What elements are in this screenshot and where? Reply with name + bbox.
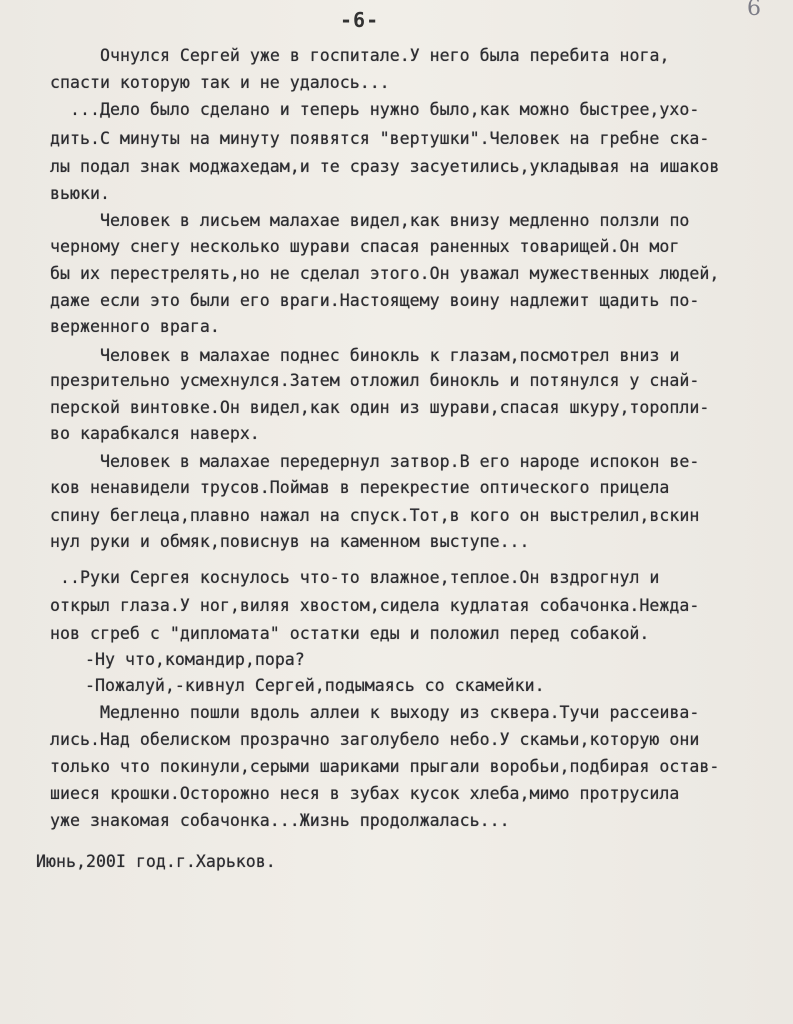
text-line: бы их перестрелять,но не сделал этого.Он уважал мужественных людей, (50, 264, 720, 283)
text-line: ..Руки Сергея коснулось что-то влажное,теплое.Он вздрогнул и (60, 568, 660, 587)
text-line: Очнулся Сергей уже в госпитале.У него была перебита нога, (100, 46, 670, 65)
text-line: Медленно пошли вдоль аллеи к выходу из сквера.Тучи рассеива- (100, 703, 700, 722)
text-line: только что покинули,серыми шариками прыгали воробьи,подбирая остав- (50, 757, 720, 776)
text-line: спину беглеца,плавно нажал на спуск.Тот,в кого он выстрелил,вскин (50, 506, 700, 525)
text-line: -Ну что,командир,пора? (85, 650, 305, 669)
text-line: даже если это были его враги.Настоящему воину надлежит щадить по- (50, 291, 700, 310)
text-line: лы подал знак моджахедам,и те сразу засуетились,укладывая на ишаков (50, 157, 720, 176)
text-line: ...Дело было сделано и теперь нужно было,как можно быстрее,ухо- (70, 100, 700, 119)
text-line: Человек в малахае передернул затвор.В его народе испокон ве- (100, 452, 700, 471)
signature-line: Июнь,200I год.г.Харьков. (36, 852, 276, 871)
text-line: презрительно усмехнулся.Затем отложил бинокль и потянулся у снай- (50, 371, 700, 390)
text-line: -Пожалуй,-кивнул Сергей,подымаясь со скамейки. (85, 676, 545, 695)
text-line: Человек в малахае поднес бинокль к глазам,посмотрел вниз и (100, 346, 680, 365)
text-line: открыл глаза.У ног,виляя хвостом,сидела кудлатая собачонка.Нежда- (50, 596, 700, 615)
text-line: ков ненавидели трусов.Поймав в перекрестие оптического прицела (50, 478, 670, 497)
text-line: перской винтовке.Он видел,как один из шурави,спасая шкуру,торопли- (50, 398, 710, 417)
text-line: нов сгреб с "дипломата" остатки еды и положил перед собакой. (50, 624, 650, 643)
handwritten-page-number: 6 (747, 0, 761, 21)
text-line: спасти которую так и не удалось... (50, 73, 390, 92)
text-line: шиеся крошки.Осторожно неся в зубах кусок хлеба,мимо протрусила (50, 784, 680, 803)
text-line: лись.Над обелиском прозрачно заголубело небо.У скамьи,которую они (50, 730, 700, 749)
text-line: верженного врага. (50, 317, 220, 336)
text-line: во карабкался наверх. (50, 424, 260, 443)
text-line: нул руки и обмяк,повиснув на каменном выступе... (50, 532, 530, 551)
page-number: -6- (340, 8, 380, 32)
text-line: черному снегу несколько шурави спасая раненных товарищей.Он мог (50, 237, 680, 256)
text-line: дить.С минуты на минуту появятся "вертушки".Человек на гребне ска- (50, 129, 710, 148)
text-line: вьюки. (50, 184, 110, 203)
text-line: уже знакомая собачонка...Жизнь продолжалась... (50, 811, 510, 830)
text-line: Человек в лисьем малахае видел,как внизу медленно ползли по (100, 211, 690, 230)
